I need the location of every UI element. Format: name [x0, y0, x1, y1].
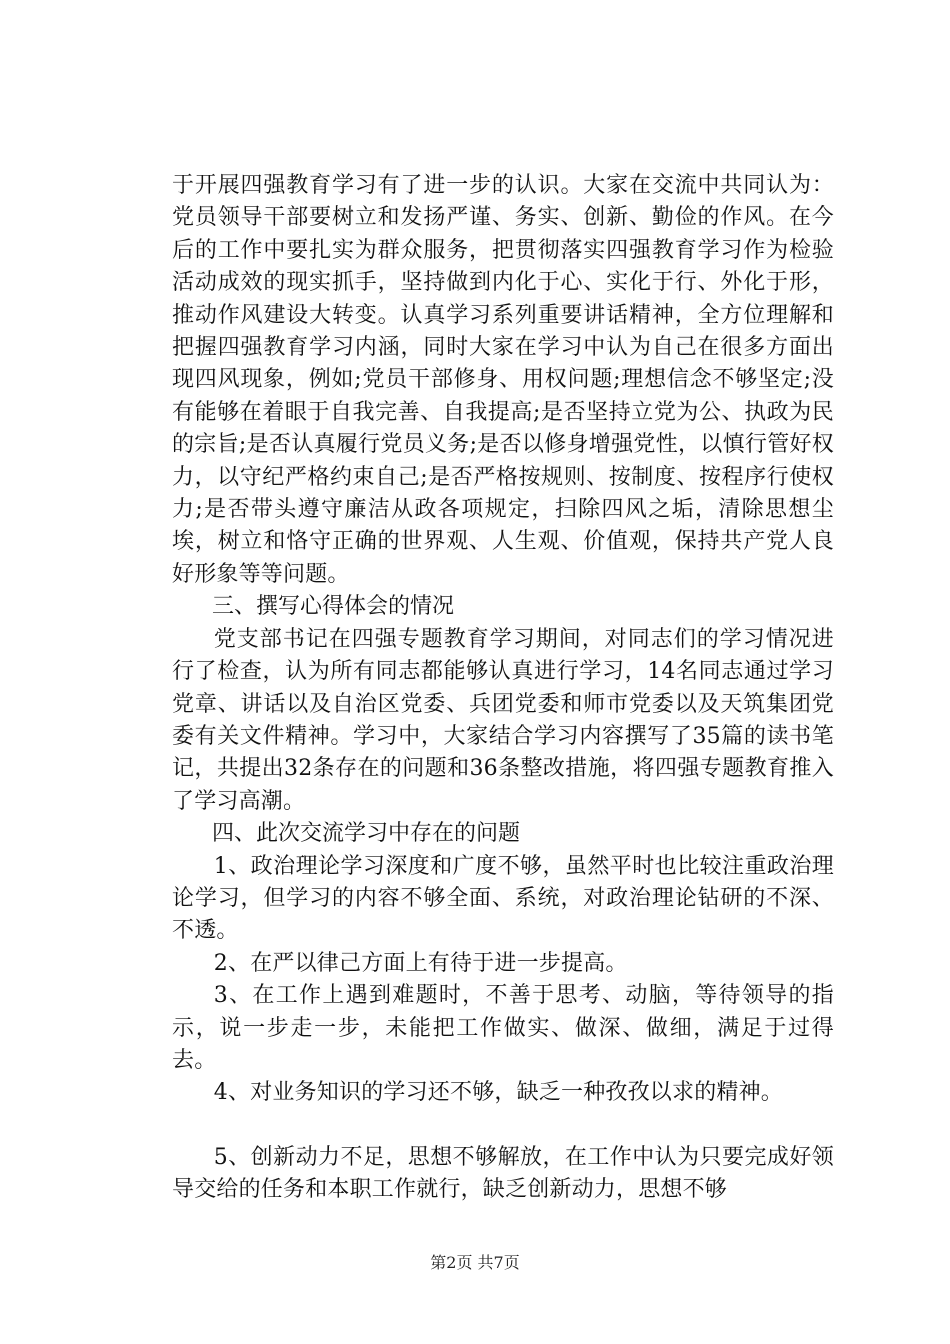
- list-item-4: 4、对业务知识的学习还不够，缺乏一种孜孜以求的精神。: [213, 1080, 783, 1106]
- list-item-2: 2、在严以律己方面上有待于进一步提高。: [213, 950, 628, 976]
- paragraph-section-3: 党支部书记在四强专题教育学习期间，对同志们的学习情况进行了检查，认为所有同志都能够认真进行学习，14名同志通过学习党章、讲话以及自治区党委、兵团党委和师市党委以及天筑集团党委有关文件精神。学习中，大家结合学习内容撰写了35篇的读书笔记，共提出32条存在的问题和36条整改措施，将四强专题教育推入了学习高潮。: [172, 626, 834, 814]
- document-body: [172, 170, 834, 1207]
- list-item-3: 3、在工作上遇到难题时，不善于思考、动脑，等待领导的指示，说一步走一步，未能把工作做实、做深、做细，满足于过得去。: [172, 983, 834, 1073]
- section-heading-3: 三、撰写心得体会的情况: [212, 594, 455, 620]
- blank-line: [172, 1110, 834, 1142]
- paragraph-intro: 于开展四强教育学习有了进一步的认识。大家在交流中共同认为：党员领导干部要树立和发扬严谨、务实、创新、勤俭的作风。在今后的工作中要扎实为群众服务，把贯彻落实四强教育学习作为检验活动成效的现实抓手，坚持做到内化于心、实化于行、外化于形，推动作风建设大转变。认真学习系列重要讲话精神，全方位理解和把握四强教育学习内涵，同时大家在学习中认为自己在很多方面出现四风现象，例如;党员干部修身、用权问题;理想信念不够坚定;没有能够在着眼于自我完善、自我提高;是否坚持立党为公、执政为民的宗旨;是否认真履行党员义务;是否以修身增强党性，以慎行管好权力，以守纪严格约束自己;是否严格按规则、按制度、按程序行使权力;是否带头遵守廉洁从政各项规定，扫除四风之垢，清除思想尘埃，树立和恪守正确的世界观、人生观、价值观，保持共产党人良好形象等等问题。: [172, 173, 834, 587]
- list-item-5: 5、创新动力不足，思想不够解放，在工作中认为只要完成好领导交给的任务和本职工作就行，缺乏创新动力，思想不够: [172, 1144, 834, 1203]
- section-heading-4: 四、此次交流学习中存在的问题: [212, 821, 521, 847]
- list-item-1: 1、政治理论学习深度和广度不够，虽然平时也比较注重政治理论学习，但学习的内容不够全面、系统，对政治理论钻研的不深、不透。: [172, 853, 834, 944]
- page-number-footer: 第2页 共7页: [430, 1253, 520, 1272]
